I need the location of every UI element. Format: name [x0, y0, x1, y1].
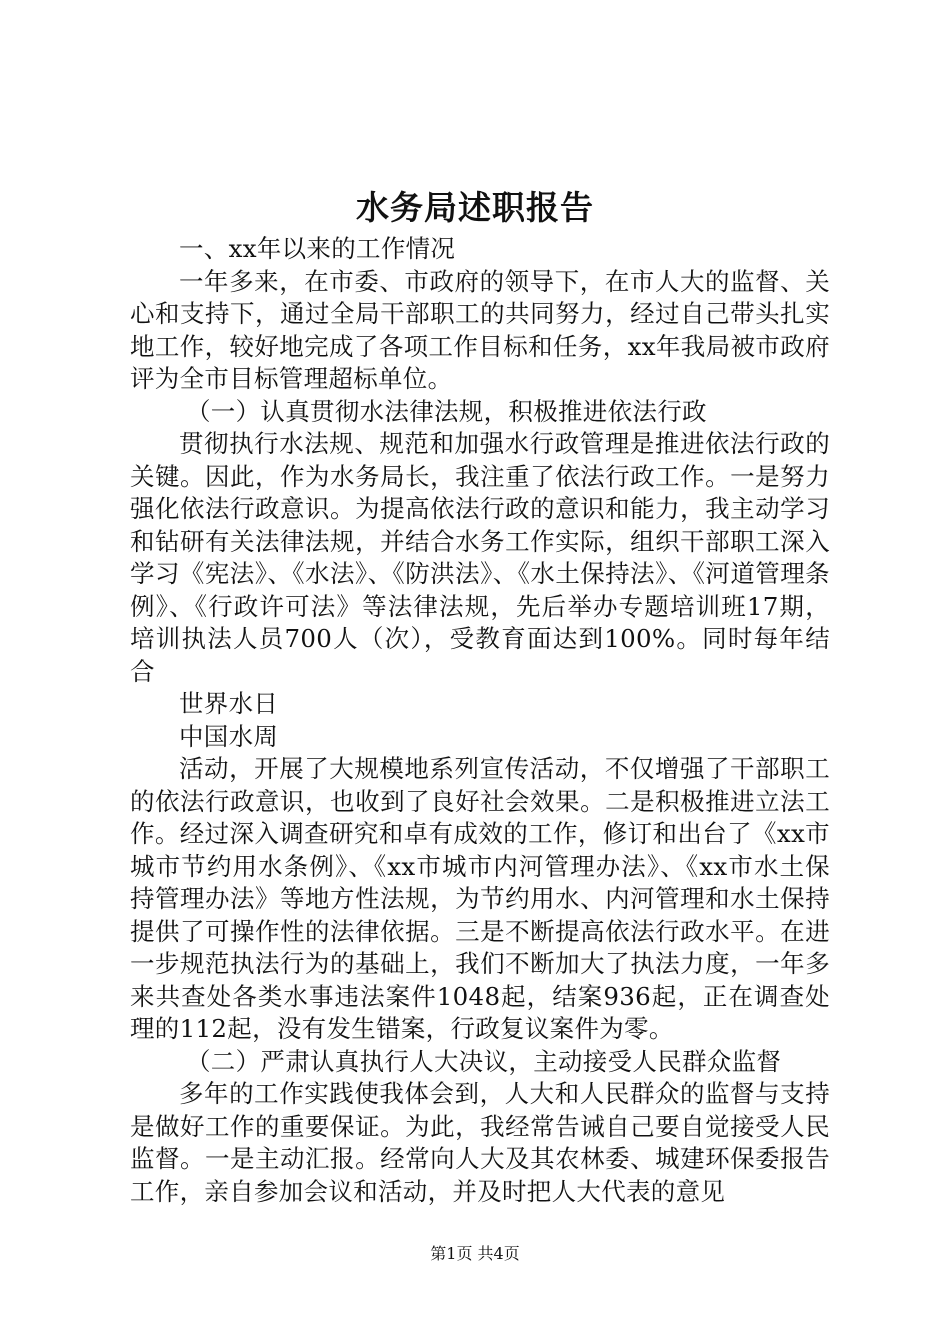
section-heading: 一、xx年以来的工作情况 [179, 234, 456, 263]
body-paragraph: 贯彻执行水法规、规范和加强水行政管理是推进依法行政的关键。因此，作为水务局长，我注重了依法行政工作。一是努力强化依法行政意识。为提高依法行政的意识和能力，我主动学习和钻研有关法律法规，并结合水务工作实际，组织干部职工深入学习《宪法》、《水法》、《防洪法》、《水土保持法》、《河道管理条例》、《行政许可法》等法律法规，先后举办专题培训班17期，培训执法人员700人（次），受教育面达到100%。同时每年结合 [130, 429, 830, 686]
subsection-heading: （二）严肃认真执行人大决议，主动接受人民群众监督 [186, 1046, 782, 1076]
document-title: 水务局述职报告 [356, 188, 594, 227]
body-paragraph: 活动，开展了大规模地系列宣传活动，不仅增强了干部职工的依法行政意识，也收到了良好社会效果。二是积极推进立法工作。经过深入调查研究和卓有成效的工作，修订和出台了《xx市城市节约用水条例》、《xx市城市内河管理办法》、《xx市水土保持管理办法》等地方性法规，为节约用水、内河管理和水土保持提供了可操作性的法律依据。三是不断提高依法行政水平。在进一步规范执法行为的基础上，我们不断加大了执法力度，一年多来共查处各类水事违法案件1048起，结案936起，正在调查处理的112起，没有发生错案，行政复议案件为零。 [130, 754, 830, 1043]
body-paragraph: 多年的工作实践使我体会到，人大和人民群众的监督与支持是做好工作的重要保证。为此，我经常告诫自己要自觉接受人民监督。一是主动汇报。经常向人大及其农林委、城建环保委报告工作，亲自参加会议和活动，并及时把人大代表的意见 [130, 1079, 830, 1206]
subsection-heading: （一）认真贯彻水法律法规，积极推进依法行政 [186, 396, 707, 426]
document-body [130, 233, 830, 1208]
body-paragraph: 一年多来，在市委、市政府的领导下，在市人大的监督、关心和支持下，通过全局干部职工的共同努力，经过自己带头扎实地工作，较好地完成了各项工作目标和任务，xx年我局被市政府评为全市目标管理超标单位。 [130, 266, 830, 393]
page-footer: 第1页 共4页 [430, 1244, 520, 1263]
body-paragraph: 世界水日 [179, 689, 279, 718]
body-paragraph: 中国水周 [179, 721, 279, 751]
